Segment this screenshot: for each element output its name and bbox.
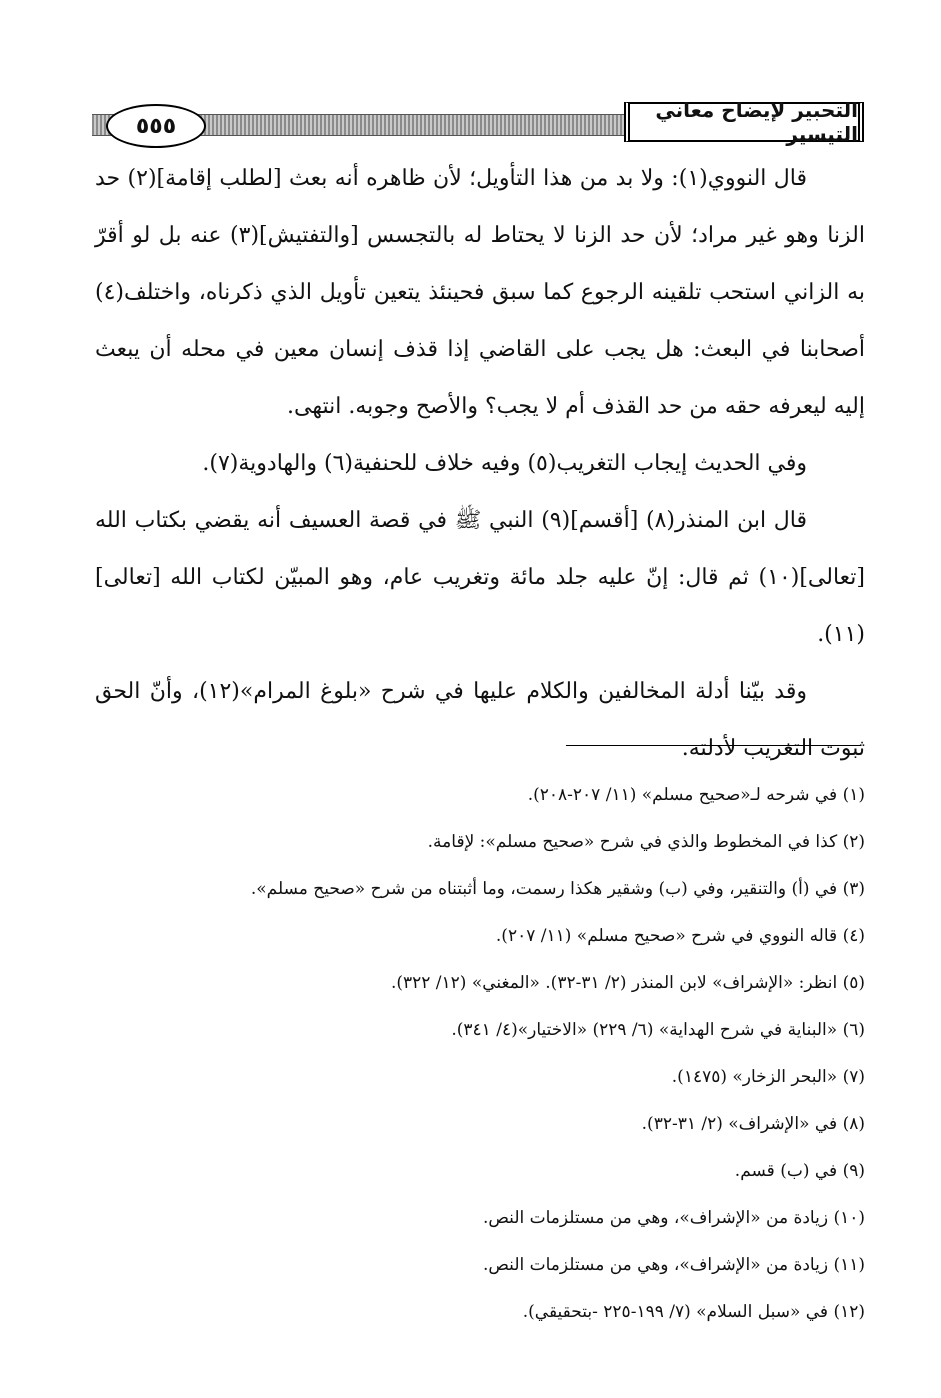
footnote: (١) في شرحه لـ«صحيح مسلم» (١١/ ٢٠٧-٢٠٨). — [527, 785, 865, 805]
body-paragraph: وقد بيّنا أدلة المخالفين والكلام عليها في شرح «بلوغ المرام»(١٢)، وأنّ الحق ثبوت التغريب لأدلته. — [95, 679, 865, 761]
footnote: (١٠) زيادة من «الإشراف»، وهي من مستلزمات النص. — [482, 1208, 865, 1228]
footnote: (٧) «البحر الزخار» (١٤٧٥). — [671, 1067, 865, 1087]
body-paragraph: قال النووي(١): ولا بد من هذا التأويل؛ لأن ظاهره أنه بعث [لطلب إقامة](٢) حد الزنا وهو غير مراد؛ لأن حد الزنا لا يحتاط له بالتجسس [والتفتيش](٣) عنه بل لو أقرّ به الزاني استحب تلقينه الرجوع كما سبق فحينئذ يتعين تأويل الذي ذكرناه، واختلف(٤) أصحابنا في البعث: هل يجب على القاضي إذا قذف إنسان معين في محله أن يبعث إليه ليعرفه حقه من حد القذف أم لا يجب؟ والأصح وجوبه. انتهى. — [95, 166, 865, 419]
footnotes — [95, 772, 865, 1336]
page-header — [92, 98, 864, 146]
footnote: (٨) في «الإشراف» (٢/ ٣١-٣٢). — [641, 1114, 865, 1134]
footnote: (١١) زيادة من «الإشراف»، وهي من مستلزمات النص. — [482, 1255, 865, 1275]
body-paragraph: قال ابن المنذر(٨) [أقسم](٩) النبي ﷺ في قصة العسيف أنه يقضي بكتاب الله [تعالى](١٠) ثم قال: إنّ عليه جلد مائة وتغريب عام، وهو المبيّن لكتاب الله [تعالى](١١). — [95, 508, 865, 647]
footnote: (٢) كذا في المخطوط والذي في شرح «صحيح مسلم»: لإقامة. — [427, 832, 865, 852]
page-number: ٥٥٥ — [106, 104, 206, 148]
body-paragraph: وفي الحديث إيجاب التغريب(٥) وفيه خلاف للحنفية(٦) والهادوية(٧). — [202, 451, 807, 476]
book-title: التحبير لإيضاح معاني التيسير — [624, 102, 864, 142]
footnote: (١٢) في «سبل السلام» (٧/ ١٩٩-٢٢٥ -بتحقيقي). — [522, 1302, 865, 1322]
footnote: (٦) «البناية في شرح الهداية» (٦/ ٢٢٩) «الاختيار»(٤/ ٣٤١). — [451, 1020, 865, 1040]
footnote: (٣) في (أ) والتنقير، وفي (ب) وشقير هكذا رسمت، وما أثبتناه من شرح «صحيح مسلم». — [250, 879, 865, 899]
footnote: (٩) في (ب) قسم. — [734, 1161, 865, 1181]
footnote: (٤) قاله النووي في شرح «صحيح مسلم» (١١/ ٢٠٧). — [495, 926, 865, 946]
footnote: (٥) انظر: «الإشراف» لابن المنذر (٢/ ٣١-٣٢). «المغني» (١٢/ ٣٢٢). — [390, 973, 865, 993]
main-text — [95, 150, 865, 777]
footnote-separator — [566, 745, 861, 746]
